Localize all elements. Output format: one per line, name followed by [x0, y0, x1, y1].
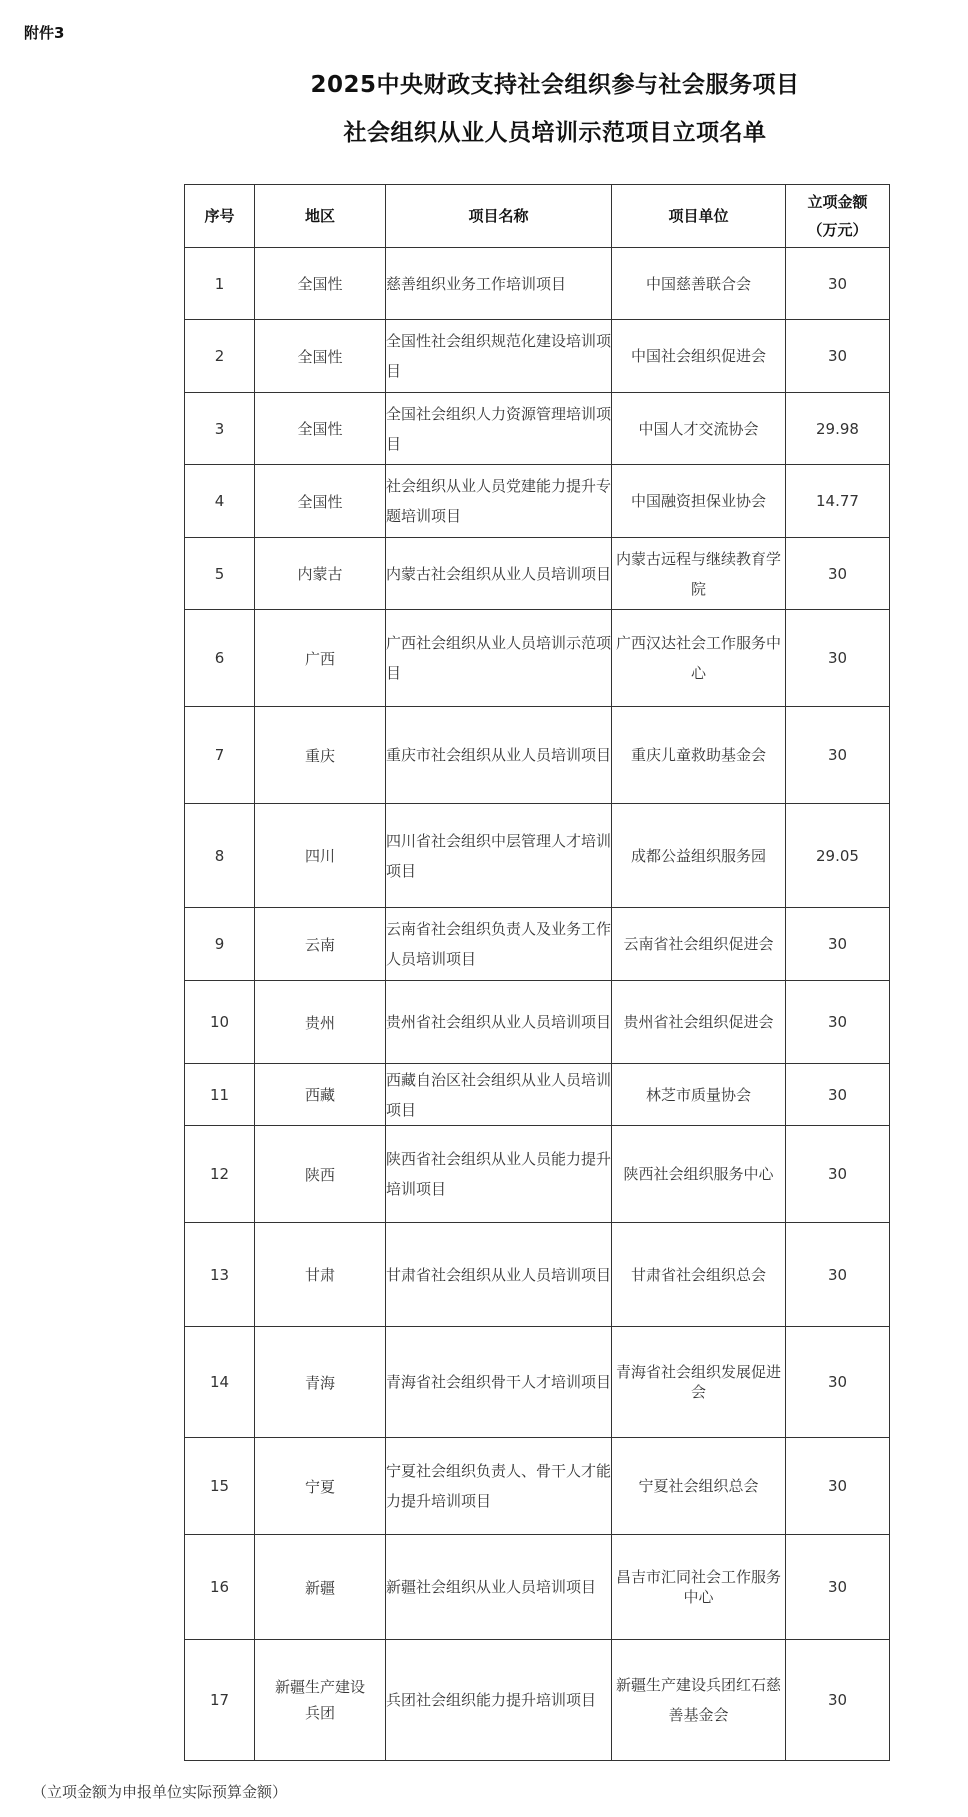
header-unit: 项目单位 — [612, 185, 786, 248]
row-amount: 30 — [786, 1126, 890, 1223]
row-number: 4 — [185, 465, 255, 538]
row-project-name: 宁夏社会组织负责人、骨干人才能力提升培训项目 — [386, 1438, 612, 1535]
table-row — [185, 1640, 890, 1761]
row-number: 10 — [185, 981, 255, 1064]
row-region: 陕西 — [255, 1126, 386, 1223]
row-project-name: 全国社会组织人力资源管理培训项目 — [386, 393, 612, 465]
row-number: 1 — [185, 248, 255, 320]
row-amount: 30 — [786, 1438, 890, 1535]
row-project-unit: 重庆儿童救助基金会 — [612, 707, 786, 804]
row-project-name: 青海省社会组织骨干人才培训项目 — [386, 1327, 612, 1438]
row-amount: 30 — [786, 908, 890, 981]
row-project-name: 云南省社会组织负责人及业务工作人员培训项目 — [386, 908, 612, 981]
table-header-row — [185, 185, 890, 248]
footnote: （立项金额为申报单位实际预算金额） — [32, 1783, 288, 1801]
row-region: 新疆生产建设兵团 — [255, 1640, 386, 1761]
row-number: 7 — [185, 707, 255, 804]
table-row — [185, 804, 890, 908]
header-amount-line-1: 立项金额 — [807, 193, 868, 211]
table-row — [185, 538, 890, 610]
table-row — [185, 393, 890, 465]
row-project-unit: 陕西社会组织服务中心 — [612, 1126, 786, 1223]
row-project-name: 陕西省社会组织从业人员能力提升培训项目 — [386, 1126, 612, 1223]
row-project-unit: 青海省社会组织发展促进会 — [612, 1327, 786, 1438]
row-project-unit: 中国融资担保业协会 — [612, 465, 786, 538]
table-row — [185, 248, 890, 320]
row-amount: 30 — [786, 538, 890, 610]
header-project: 项目名称 — [386, 185, 612, 248]
row-number: 8 — [185, 804, 255, 908]
row-project-unit: 宁夏社会组织总会 — [612, 1438, 786, 1535]
table-row — [185, 1535, 890, 1640]
row-project-name: 四川省社会组织中层管理人才培训项目 — [386, 804, 612, 908]
row-project-unit: 广西汉达社会工作服务中心 — [612, 610, 786, 707]
table-row — [185, 320, 890, 393]
row-project-name: 内蒙古社会组织从业人员培训项目 — [386, 538, 612, 610]
row-amount: 30 — [786, 981, 890, 1064]
row-project-unit: 昌吉市汇同社会工作服务中心 — [612, 1535, 786, 1640]
row-number: 9 — [185, 908, 255, 981]
document-title-line-2: 社会组织从业人员培训示范项目立项名单 — [343, 120, 767, 146]
header-region: 地区 — [255, 185, 386, 248]
row-amount: 30 — [786, 1327, 890, 1438]
row-number: 12 — [185, 1126, 255, 1223]
row-region: 青海 — [255, 1327, 386, 1438]
header-amount — [786, 185, 890, 248]
row-project-unit: 中国人才交流协会 — [612, 393, 786, 465]
row-project-name: 社会组织从业人员党建能力提升专题培训项目 — [386, 465, 612, 538]
table-row — [185, 1223, 890, 1327]
table-row — [185, 707, 890, 804]
row-project-unit: 林芝市质量协会 — [612, 1064, 786, 1126]
row-number: 14 — [185, 1327, 255, 1438]
row-amount: 30 — [786, 1064, 890, 1126]
table-row — [185, 981, 890, 1064]
row-project-unit: 内蒙古远程与继续教育学院 — [612, 538, 786, 610]
row-project-unit: 甘肃省社会组织总会 — [612, 1223, 786, 1327]
row-project-name: 兵团社会组织能力提升培训项目 — [386, 1640, 612, 1761]
row-amount: 30 — [786, 610, 890, 707]
row-project-unit: 成都公益组织服务园 — [612, 804, 786, 908]
row-project-unit: 新疆生产建设兵团红石慈善基金会 — [612, 1640, 786, 1761]
row-region: 全国性 — [255, 320, 386, 393]
row-region: 全国性 — [255, 248, 386, 320]
row-amount: 30 — [786, 248, 890, 320]
row-amount: 30 — [786, 1223, 890, 1327]
row-amount: 29.05 — [786, 804, 890, 908]
table-row — [185, 1438, 890, 1535]
row-region: 宁夏 — [255, 1438, 386, 1535]
table-row — [185, 908, 890, 981]
row-project-unit: 贵州省社会组织促进会 — [612, 981, 786, 1064]
row-amount: 14.77 — [786, 465, 890, 538]
row-project-name: 全国性社会组织规范化建设培训项目 — [386, 320, 612, 393]
project-list-table — [184, 184, 890, 1761]
row-project-unit: 云南省社会组织促进会 — [612, 908, 786, 981]
row-number: 16 — [185, 1535, 255, 1640]
row-amount: 30 — [786, 707, 890, 804]
row-project-name: 贵州省社会组织从业人员培训项目 — [386, 981, 612, 1064]
row-region: 甘肃 — [255, 1223, 386, 1327]
row-region: 四川 — [255, 804, 386, 908]
row-region: 西藏 — [255, 1064, 386, 1126]
row-region: 重庆 — [255, 707, 386, 804]
row-region: 云南 — [255, 908, 386, 981]
row-region: 广西 — [255, 610, 386, 707]
header-amount-line-2: （万元） — [807, 221, 868, 239]
row-project-unit: 中国慈善联合会 — [612, 248, 786, 320]
row-region: 新疆 — [255, 1535, 386, 1640]
row-amount: 29.98 — [786, 393, 890, 465]
row-project-name: 慈善组织业务工作培训项目 — [386, 248, 612, 320]
header-no: 序号 — [185, 185, 255, 248]
attachment-label: 附件3 — [24, 24, 65, 42]
table-row — [185, 1327, 890, 1438]
row-number: 2 — [185, 320, 255, 393]
row-project-name: 甘肃省社会组织从业人员培训项目 — [386, 1223, 612, 1327]
row-amount: 30 — [786, 320, 890, 393]
document-title-line-1: 2025中央财政支持社会组织参与社会服务项目 — [310, 72, 800, 98]
row-project-unit: 中国社会组织促进会 — [612, 320, 786, 393]
row-project-name: 重庆市社会组织从业人员培训项目 — [386, 707, 612, 804]
row-amount: 30 — [786, 1535, 890, 1640]
table-row — [185, 1126, 890, 1223]
row-number: 5 — [185, 538, 255, 610]
row-project-name: 新疆社会组织从业人员培训项目 — [386, 1535, 612, 1640]
row-number: 17 — [185, 1640, 255, 1761]
row-number: 11 — [185, 1064, 255, 1126]
row-region: 贵州 — [255, 981, 386, 1064]
row-project-name: 广西社会组织从业人员培训示范项目 — [386, 610, 612, 707]
row-number: 15 — [185, 1438, 255, 1535]
table-row — [185, 610, 890, 707]
row-amount: 30 — [786, 1640, 890, 1761]
row-region: 内蒙古 — [255, 538, 386, 610]
table-row — [185, 465, 890, 538]
row-number: 13 — [185, 1223, 255, 1327]
row-project-name: 西藏自治区社会组织从业人员培训项目 — [386, 1064, 612, 1126]
table-row — [185, 1064, 890, 1126]
row-region: 全国性 — [255, 393, 386, 465]
row-number: 6 — [185, 610, 255, 707]
row-region: 全国性 — [255, 465, 386, 538]
row-number: 3 — [185, 393, 255, 465]
